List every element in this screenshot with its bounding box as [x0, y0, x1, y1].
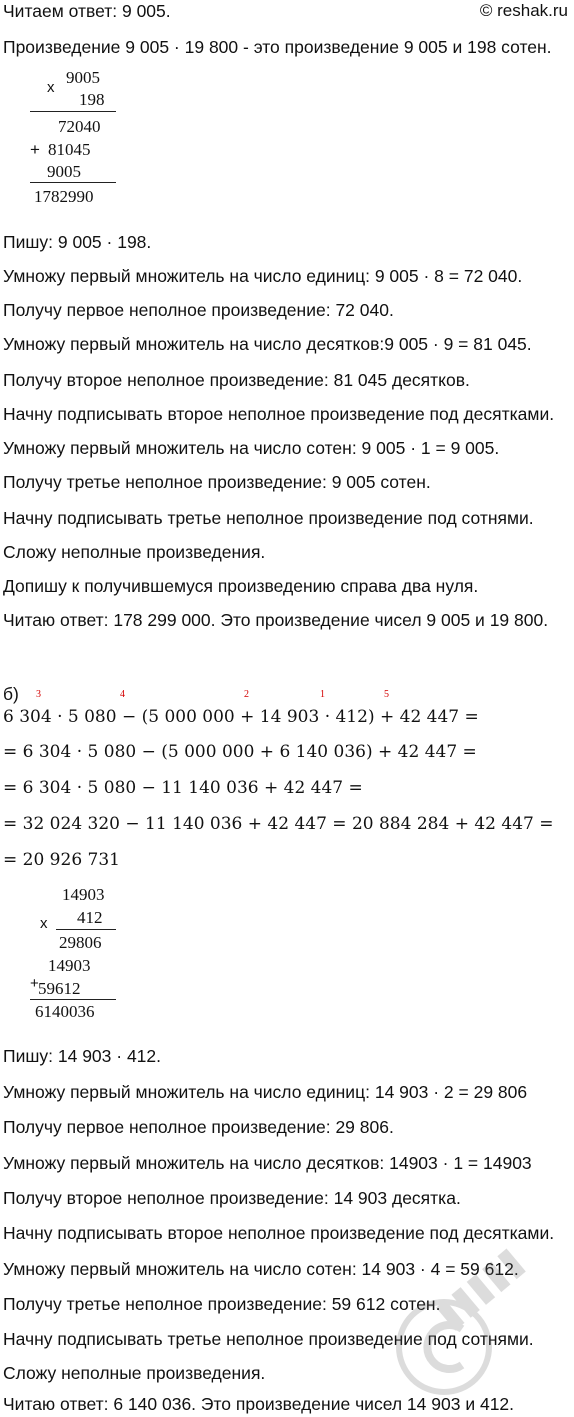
mult-sign: х	[47, 79, 55, 96]
product-intro: Произведение 9 005 · 19 800 - это произведение 9 005 и 198 сотен.	[3, 37, 552, 57]
watermark-label: © reshak.ru	[479, 1, 568, 20]
equation-line: = 32 024 320 − 11 140 036 + 42 447 = 20 884 284 + 42 447 =	[3, 814, 554, 834]
partial-product-2: 14903	[48, 956, 91, 975]
part-b-label: б)	[3, 684, 19, 704]
equation-line: 6 304 · 5 080 − (5 000 000 + 14 903 · 412) + 42 447 =	[3, 707, 479, 727]
order-mark: 4	[120, 689, 125, 700]
multiplier: 412	[77, 908, 103, 927]
step-line: Начну подписывать второе неполное произведение под десятками.	[3, 1223, 555, 1243]
answer-prev: Читаем ответ: 9 005.	[3, 1, 171, 21]
plus-sign: +	[30, 975, 39, 992]
partial-product-2: 81045	[48, 140, 91, 159]
reshak-watermark-icon	[374, 1227, 554, 1407]
step-line: Умножу первый множитель на число единиц: 9 005 · 8 = 72 040.	[3, 266, 523, 286]
step-line: Получу первое неполное произведение: 72 040.	[3, 300, 394, 320]
multiplicand: 14903	[62, 885, 105, 904]
step-line: Получу второе неполное произведение: 81 045 десятков.	[3, 370, 470, 390]
partial-product-1: 29806	[59, 933, 102, 952]
divider-line	[56, 929, 116, 930]
order-mark: 3	[36, 689, 41, 700]
step-line: Умножу первый множитель на число десятков:9 005 · 9 = 81 045.	[3, 334, 532, 354]
divider-line	[30, 111, 116, 112]
multiplier: 198	[79, 90, 105, 109]
step-line: Пишу: 9 005 · 198.	[3, 232, 152, 252]
step-line: Сложу неполные произведения.	[3, 1363, 266, 1383]
order-mark: 5	[384, 689, 389, 700]
order-mark: 1	[320, 689, 325, 700]
step-line: Читаю ответ: 178 299 000. Это произведение чисел 9 005 и 19 800.	[3, 610, 549, 630]
step-line: Допишу к получившемуся произведению справа два нуля.	[3, 576, 479, 596]
equation-line: = 20 926 731	[3, 850, 120, 870]
plus-sign: +	[30, 140, 40, 159]
step-line: Получу первое неполное произведение: 29 806.	[3, 1117, 394, 1137]
final-product: 1782990	[34, 187, 94, 206]
partial-product-3: 59612	[38, 979, 81, 998]
equation-line: = 6 304 · 5 080 − (5 000 000 + 6 140 036) + 42 447 =	[3, 742, 477, 762]
equation-line: = 6 304 · 5 080 − 11 140 036 + 42 447 =	[3, 778, 363, 798]
step-line: Умножу первый множитель на число единиц: 14 903 · 2 = 29 806	[3, 1082, 528, 1102]
step-line: Умножу первый множитель на число сотен: 9 005 · 1 = 9 005.	[3, 438, 500, 458]
divider-line	[30, 999, 116, 1000]
step-line: Получу третье неполное произведение: 59 612 сотен.	[3, 1294, 441, 1314]
partial-product-3: 9005	[47, 162, 81, 181]
order-mark: 2	[244, 689, 249, 700]
step-line: Умножу первый множитель на число сотен: 14 903 · 4 = 59 612.	[3, 1259, 519, 1279]
step-line: Начну подписывать третье неполное произведение под сотнями.	[3, 508, 534, 528]
step-line: Умножу первый множитель на число десятков: 14903 · 1 = 14903	[3, 1153, 532, 1173]
divider-line	[30, 182, 116, 183]
step-line: Пишу: 14 903 · 412.	[3, 1046, 162, 1066]
multiplicand: 9005	[66, 68, 100, 87]
step-line: Начну подписывать третье неполное произведение под сотнями.	[3, 1329, 534, 1349]
partial-product-1: 72040	[58, 117, 101, 136]
step-line: Читаю ответ: 6 140 036. Это произведение чисел 14 903 и 412.	[3, 1394, 515, 1414]
mult-sign: х	[40, 915, 48, 932]
step-line: Получу третье неполное произведение: 9 005 сотен.	[3, 472, 431, 492]
step-line: Получу второе неполное произведение: 14 903 десятка.	[3, 1188, 461, 1208]
final-product: 6140036	[35, 1002, 95, 1021]
step-line: Начну подписывать второе неполное произведение под десятками.	[3, 404, 555, 424]
step-line: Сложу неполные произведения.	[3, 542, 266, 562]
